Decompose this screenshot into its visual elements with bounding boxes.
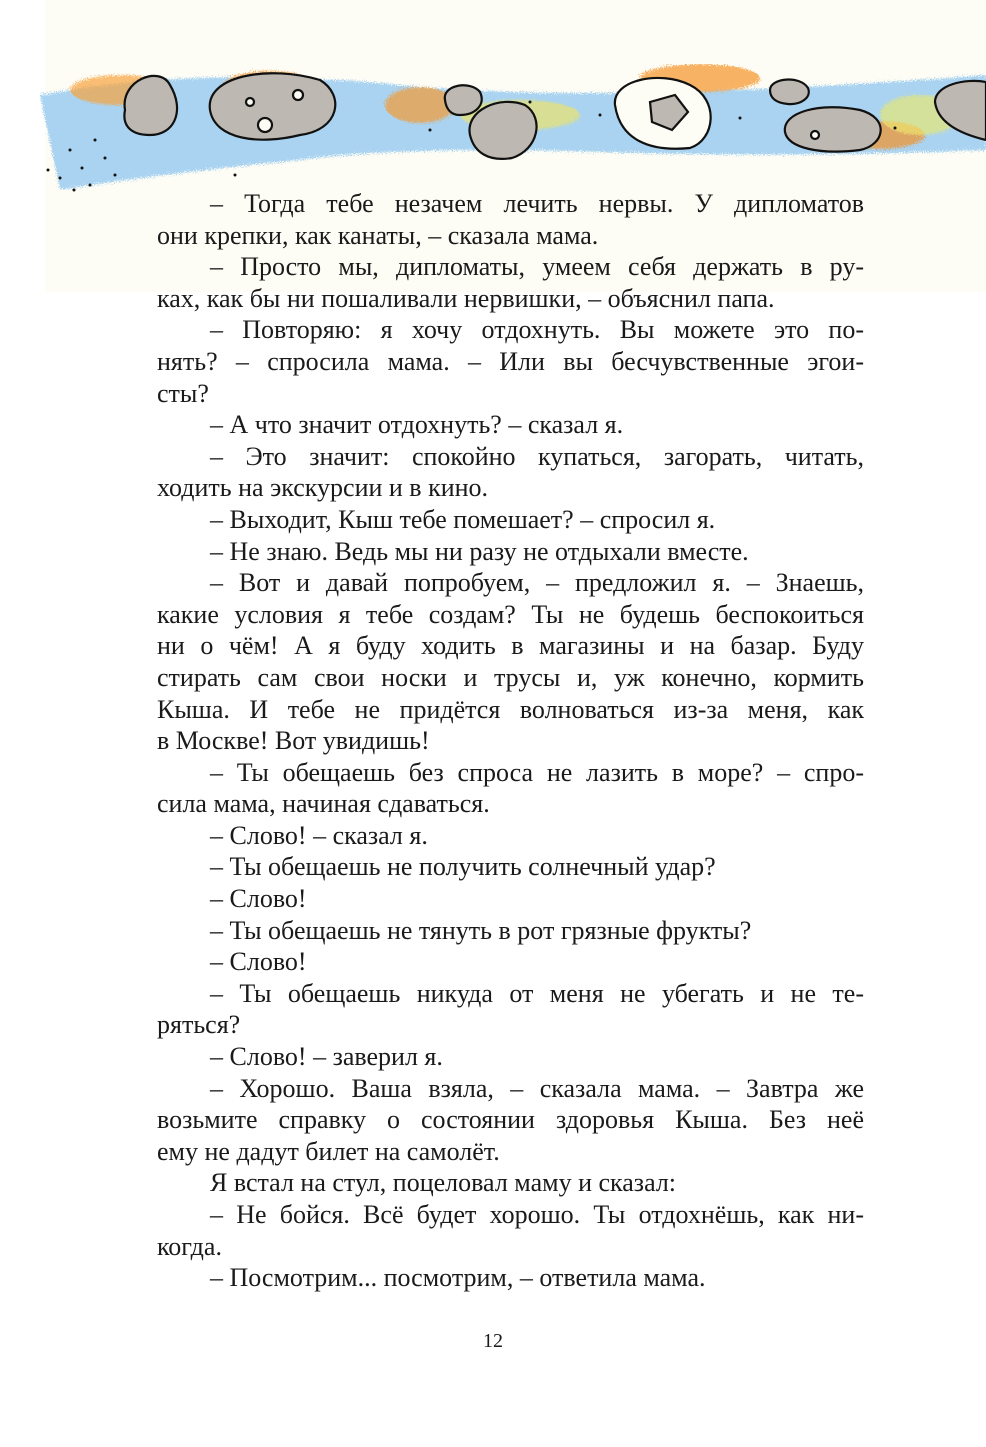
text-line: – А что значит отдохнуть? – сказал я. xyxy=(210,410,624,440)
rock xyxy=(770,80,809,105)
text-line: какие условия я тебе создам? Ты не будешь беспокоиться xyxy=(157,599,864,629)
text-line: – Слово! xyxy=(210,884,307,914)
text-line: – Просто мы, дипломаты, умеем себя держать в ру- xyxy=(210,252,864,282)
text-line: сты? xyxy=(157,378,209,408)
page-number: 12 xyxy=(483,1330,503,1352)
text-line: – Ты обещаешь не получить солнечный удар? xyxy=(210,852,716,882)
text-line: – Слово! – сказал я. xyxy=(210,820,428,850)
rock xyxy=(124,76,177,135)
text-line: – Не бойся. Всё будет хорошо. Ты отдохнёшь, как ни- xyxy=(210,1200,864,1229)
text-line: – Посмотрим... посмотрим, – ответила мама. xyxy=(210,1263,706,1293)
text-line: в Москве! Вот увидишь! xyxy=(157,726,430,756)
text-line: – Хорошо. Ваша взяла, – сказала мама. – Завтра же xyxy=(210,1073,864,1103)
text-line: – Вот и давай попробуем, – предложил я. – Знаешь, xyxy=(210,568,864,598)
text-line: – Слово! – заверил я. xyxy=(210,1042,443,1072)
text-line: ему не дадут билет на самолёт. xyxy=(157,1136,500,1166)
text-line: – Это значит: спокойно купаться, загорать, читать, xyxy=(210,441,864,471)
rock xyxy=(470,102,537,159)
text-line: – Не знаю. Ведь мы ни разу не отдыхали вместе. xyxy=(210,536,749,566)
text-line: нять? – спросила мама. – Или вы бесчувственные эгои- xyxy=(157,346,864,376)
text-line: ряться? xyxy=(157,1010,241,1040)
rock xyxy=(445,85,482,115)
text-line: стирать сам свои носки и трусы и, уж конечно, кормить xyxy=(157,662,864,692)
text-line: – Ты обещаешь не тянуть в рот грязные фрукты? xyxy=(210,915,752,945)
text-line: – Ты обещаешь без спроса не лазить в море? – спро- xyxy=(210,757,864,787)
text-line: – Ты обещаешь никуда от меня не убегать и не те- xyxy=(210,978,864,1008)
rock xyxy=(210,73,336,139)
text-line: – Выходит, Кыш тебе помешает? – спросил я. xyxy=(210,504,716,534)
body-text xyxy=(157,188,864,1294)
text-line: Я встал на стул, поцеловал маму и сказал: xyxy=(210,1168,677,1198)
text-line: сила мама, начиная сдаваться. xyxy=(157,789,490,819)
text-line: возьмите справку о состоянии здоровья Кыша. Без неё xyxy=(157,1105,864,1135)
rock xyxy=(785,107,881,151)
text-line: – Слово! xyxy=(210,947,307,977)
text-line: ходить на экскурсии и в кино. xyxy=(157,473,489,503)
text-line: когда. xyxy=(157,1231,222,1261)
text-line: ни о чём! А я буду ходить в магазины и на базар. Буду xyxy=(157,631,864,661)
text-line: Кыша. И тебе не придётся волноваться из-за меня, как xyxy=(157,694,864,724)
rocks-illustration-icon xyxy=(0,40,986,200)
text-line: они крепки, как канаты, – сказала мама. xyxy=(157,220,599,250)
text-line: – Повторяю: я хочу отдохнуть. Вы можете это по- xyxy=(210,315,864,345)
text-line: ках, как бы ни пошаливали нервишки, – объяснил папа. xyxy=(157,283,775,313)
text-line: – Тогда тебе незачем лечить нервы. У дипломатов xyxy=(210,189,864,218)
